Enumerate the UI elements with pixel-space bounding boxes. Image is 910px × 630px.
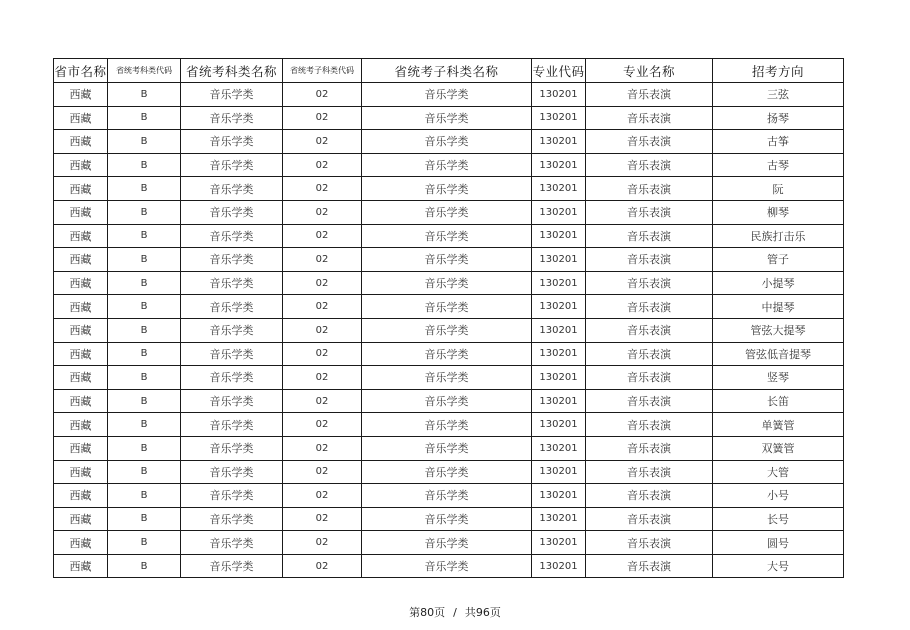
cell-exam-category-name: 音乐学类 [181, 224, 283, 248]
total-pages-label: 共96页 [464, 606, 501, 619]
cell-sub-category-name: 音乐学类 [362, 460, 532, 484]
cell-major-name: 音乐表演 [586, 153, 713, 177]
cell-major-name: 音乐表演 [586, 271, 713, 295]
cell-sub-category-name: 音乐学类 [362, 83, 532, 107]
cell-sub-category-name: 音乐学类 [362, 436, 532, 460]
cell-major-name: 音乐表演 [586, 436, 713, 460]
column-header-sub-category-code: 省统考子科类代码 [283, 59, 362, 83]
cell-sub-category-code: 02 [283, 554, 362, 578]
cell-exam-category-code: B [108, 531, 181, 555]
cell-exam-category-code: B [108, 224, 181, 248]
cell-exam-direction: 中提琴 [713, 295, 844, 319]
table-row [54, 531, 844, 555]
cell-sub-category-name: 音乐学类 [362, 318, 532, 342]
cell-major-name: 音乐表演 [586, 83, 713, 107]
table-header-row [54, 59, 844, 83]
cell-province-name: 西藏 [54, 318, 108, 342]
cell-province-name: 西藏 [54, 200, 108, 224]
cell-sub-category-name: 音乐学类 [362, 389, 532, 413]
cell-exam-category-name: 音乐学类 [181, 389, 283, 413]
table-row [54, 224, 844, 248]
cell-exam-direction: 竖琴 [713, 366, 844, 390]
table-row [54, 83, 844, 107]
cell-major-code: 130201 [532, 389, 586, 413]
cell-exam-direction: 扬琴 [713, 106, 844, 130]
cell-major-code: 130201 [532, 153, 586, 177]
cell-exam-category-code: B [108, 295, 181, 319]
cell-major-name: 音乐表演 [586, 200, 713, 224]
cell-province-name: 西藏 [54, 389, 108, 413]
cell-major-code: 130201 [532, 484, 586, 508]
cell-major-name: 音乐表演 [586, 224, 713, 248]
cell-sub-category-code: 02 [283, 484, 362, 508]
cell-exam-category-code: B [108, 389, 181, 413]
cell-major-name: 音乐表演 [586, 366, 713, 390]
table-row [54, 130, 844, 154]
cell-major-name: 音乐表演 [586, 531, 713, 555]
table-row [54, 271, 844, 295]
column-header-province-name: 省市名称 [54, 59, 108, 83]
cell-exam-category-name: 音乐学类 [181, 271, 283, 295]
cell-major-code: 130201 [532, 271, 586, 295]
cell-exam-category-code: B [108, 177, 181, 201]
cell-major-code: 130201 [532, 366, 586, 390]
cell-exam-category-code: B [108, 342, 181, 366]
cell-sub-category-code: 02 [283, 413, 362, 437]
cell-exam-category-name: 音乐学类 [181, 460, 283, 484]
cell-province-name: 西藏 [54, 295, 108, 319]
cell-province-name: 西藏 [54, 153, 108, 177]
cell-major-code: 130201 [532, 531, 586, 555]
cell-province-name: 西藏 [54, 83, 108, 107]
cell-major-name: 音乐表演 [586, 413, 713, 437]
cell-exam-direction: 大管 [713, 460, 844, 484]
cell-province-name: 西藏 [54, 106, 108, 130]
table-row [54, 318, 844, 342]
cell-exam-category-name: 音乐学类 [181, 318, 283, 342]
cell-sub-category-name: 音乐学类 [362, 507, 532, 531]
cell-exam-category-name: 音乐学类 [181, 342, 283, 366]
cell-exam-direction: 三弦 [713, 83, 844, 107]
cell-major-name: 音乐表演 [586, 295, 713, 319]
cell-exam-category-name: 音乐学类 [181, 130, 283, 154]
cell-sub-category-name: 音乐学类 [362, 366, 532, 390]
cell-province-name: 西藏 [54, 224, 108, 248]
table-row [54, 460, 844, 484]
cell-exam-category-code: B [108, 271, 181, 295]
cell-exam-direction: 阮 [713, 177, 844, 201]
cell-sub-category-name: 音乐学类 [362, 130, 532, 154]
cell-major-code: 130201 [532, 460, 586, 484]
table-row [54, 554, 844, 578]
cell-major-code: 130201 [532, 130, 586, 154]
cell-exam-category-name: 音乐学类 [181, 366, 283, 390]
cell-major-code: 130201 [532, 507, 586, 531]
cell-exam-direction: 圆号 [713, 531, 844, 555]
page-separator: / [453, 606, 457, 619]
cell-sub-category-name: 音乐学类 [362, 106, 532, 130]
cell-major-code: 130201 [532, 248, 586, 272]
cell-exam-category-code: B [108, 507, 181, 531]
cell-sub-category-code: 02 [283, 318, 362, 342]
cell-sub-category-name: 音乐学类 [362, 413, 532, 437]
cell-sub-category-code: 02 [283, 106, 362, 130]
cell-sub-category-code: 02 [283, 130, 362, 154]
cell-exam-category-name: 音乐学类 [181, 531, 283, 555]
cell-exam-direction: 大号 [713, 554, 844, 578]
table-row [54, 342, 844, 366]
cell-sub-category-name: 音乐学类 [362, 342, 532, 366]
cell-exam-category-code: B [108, 200, 181, 224]
cell-sub-category-code: 02 [283, 200, 362, 224]
cell-exam-direction: 单簧管 [713, 413, 844, 437]
cell-major-code: 130201 [532, 83, 586, 107]
cell-province-name: 西藏 [54, 271, 108, 295]
cell-exam-category-code: B [108, 413, 181, 437]
cell-major-name: 音乐表演 [586, 484, 713, 508]
table-row [54, 177, 844, 201]
cell-exam-category-code: B [108, 460, 181, 484]
table-row [54, 200, 844, 224]
cell-exam-category-code: B [108, 130, 181, 154]
table-row [54, 507, 844, 531]
cell-sub-category-code: 02 [283, 436, 362, 460]
cell-sub-category-code: 02 [283, 342, 362, 366]
cell-sub-category-code: 02 [283, 507, 362, 531]
cell-exam-direction: 古琴 [713, 153, 844, 177]
cell-exam-direction: 管弦低音提琴 [713, 342, 844, 366]
cell-province-name: 西藏 [54, 177, 108, 201]
cell-exam-category-code: B [108, 366, 181, 390]
cell-major-name: 音乐表演 [586, 460, 713, 484]
cell-sub-category-code: 02 [283, 531, 362, 555]
cell-exam-category-code: B [108, 484, 181, 508]
cell-exam-category-name: 音乐学类 [181, 106, 283, 130]
table-row [54, 389, 844, 413]
cell-sub-category-code: 02 [283, 460, 362, 484]
cell-sub-category-code: 02 [283, 248, 362, 272]
cell-major-code: 130201 [532, 177, 586, 201]
cell-province-name: 西藏 [54, 366, 108, 390]
cell-exam-category-name: 音乐学类 [181, 83, 283, 107]
cell-exam-direction: 双簧管 [713, 436, 844, 460]
cell-exam-category-name: 音乐学类 [181, 200, 283, 224]
cell-major-code: 130201 [532, 342, 586, 366]
cell-sub-category-code: 02 [283, 366, 362, 390]
cell-exam-direction: 小号 [713, 484, 844, 508]
cell-exam-category-name: 音乐学类 [181, 507, 283, 531]
cell-major-code: 130201 [532, 554, 586, 578]
cell-major-name: 音乐表演 [586, 130, 713, 154]
cell-exam-direction: 长笛 [713, 389, 844, 413]
cell-sub-category-code: 02 [283, 271, 362, 295]
cell-exam-direction: 民族打击乐 [713, 224, 844, 248]
cell-sub-category-name: 音乐学类 [362, 200, 532, 224]
cell-sub-category-code: 02 [283, 389, 362, 413]
cell-sub-category-code: 02 [283, 177, 362, 201]
cell-sub-category-name: 音乐学类 [362, 531, 532, 555]
cell-exam-direction: 古筝 [713, 130, 844, 154]
table-row [54, 106, 844, 130]
cell-major-name: 音乐表演 [586, 318, 713, 342]
table-row [54, 295, 844, 319]
cell-province-name: 西藏 [54, 413, 108, 437]
cell-major-name: 音乐表演 [586, 389, 713, 413]
cell-sub-category-name: 音乐学类 [362, 271, 532, 295]
cell-sub-category-code: 02 [283, 224, 362, 248]
cell-exam-category-code: B [108, 554, 181, 578]
cell-exam-category-name: 音乐学类 [181, 413, 283, 437]
cell-major-name: 音乐表演 [586, 554, 713, 578]
cell-province-name: 西藏 [54, 460, 108, 484]
cell-exam-category-name: 音乐学类 [181, 554, 283, 578]
cell-province-name: 西藏 [54, 507, 108, 531]
cell-exam-category-name: 音乐学类 [181, 436, 283, 460]
cell-major-name: 音乐表演 [586, 177, 713, 201]
table-row [54, 484, 844, 508]
cell-major-name: 音乐表演 [586, 342, 713, 366]
cell-exam-category-code: B [108, 153, 181, 177]
cell-exam-category-name: 音乐学类 [181, 484, 283, 508]
cell-major-code: 130201 [532, 436, 586, 460]
cell-major-code: 130201 [532, 413, 586, 437]
cell-sub-category-code: 02 [283, 83, 362, 107]
table-body [54, 83, 844, 578]
cell-major-code: 130201 [532, 224, 586, 248]
cell-major-code: 130201 [532, 318, 586, 342]
column-header-major-code: 专业代码 [532, 59, 586, 83]
cell-exam-category-name: 音乐学类 [181, 153, 283, 177]
cell-major-code: 130201 [532, 295, 586, 319]
table-row [54, 413, 844, 437]
current-page-label: 第80页 [409, 606, 446, 619]
cell-exam-category-code: B [108, 83, 181, 107]
cell-province-name: 西藏 [54, 130, 108, 154]
cell-sub-category-name: 音乐学类 [362, 295, 532, 319]
cell-province-name: 西藏 [54, 531, 108, 555]
cell-province-name: 西藏 [54, 342, 108, 366]
cell-exam-category-code: B [108, 106, 181, 130]
cell-major-name: 音乐表演 [586, 106, 713, 130]
cell-exam-category-code: B [108, 318, 181, 342]
page-footer [0, 604, 910, 620]
cell-exam-category-name: 音乐学类 [181, 177, 283, 201]
column-header-major-name: 专业名称 [586, 59, 713, 83]
cell-exam-category-code: B [108, 436, 181, 460]
table-row [54, 248, 844, 272]
table-row [54, 436, 844, 460]
cell-exam-direction: 管弦大提琴 [713, 318, 844, 342]
cell-major-name: 音乐表演 [586, 507, 713, 531]
cell-sub-category-name: 音乐学类 [362, 224, 532, 248]
cell-exam-category-name: 音乐学类 [181, 248, 283, 272]
column-header-exam-direction: 招考方向 [713, 59, 844, 83]
cell-major-code: 130201 [532, 200, 586, 224]
cell-sub-category-code: 02 [283, 295, 362, 319]
cell-province-name: 西藏 [54, 484, 108, 508]
cell-exam-category-name: 音乐学类 [181, 295, 283, 319]
cell-province-name: 西藏 [54, 436, 108, 460]
column-header-exam-category-name: 省统考科类名称 [181, 59, 283, 83]
cell-sub-category-name: 音乐学类 [362, 153, 532, 177]
cell-province-name: 西藏 [54, 248, 108, 272]
column-header-exam-category-code: 省统考科类代码 [108, 59, 181, 83]
cell-sub-category-name: 音乐学类 [362, 484, 532, 508]
cell-sub-category-name: 音乐学类 [362, 248, 532, 272]
table-row [54, 153, 844, 177]
column-header-sub-category-name: 省统考子科类名称 [362, 59, 532, 83]
table-row [54, 366, 844, 390]
cell-exam-direction: 管子 [713, 248, 844, 272]
cell-exam-direction: 小提琴 [713, 271, 844, 295]
cell-sub-category-code: 02 [283, 153, 362, 177]
cell-sub-category-name: 音乐学类 [362, 554, 532, 578]
cell-exam-direction: 柳琴 [713, 200, 844, 224]
cell-province-name: 西藏 [54, 554, 108, 578]
cell-exam-direction: 长号 [713, 507, 844, 531]
cell-major-code: 130201 [532, 106, 586, 130]
cell-major-name: 音乐表演 [586, 248, 713, 272]
enrollment-table [53, 58, 844, 578]
cell-sub-category-name: 音乐学类 [362, 177, 532, 201]
cell-exam-category-code: B [108, 248, 181, 272]
